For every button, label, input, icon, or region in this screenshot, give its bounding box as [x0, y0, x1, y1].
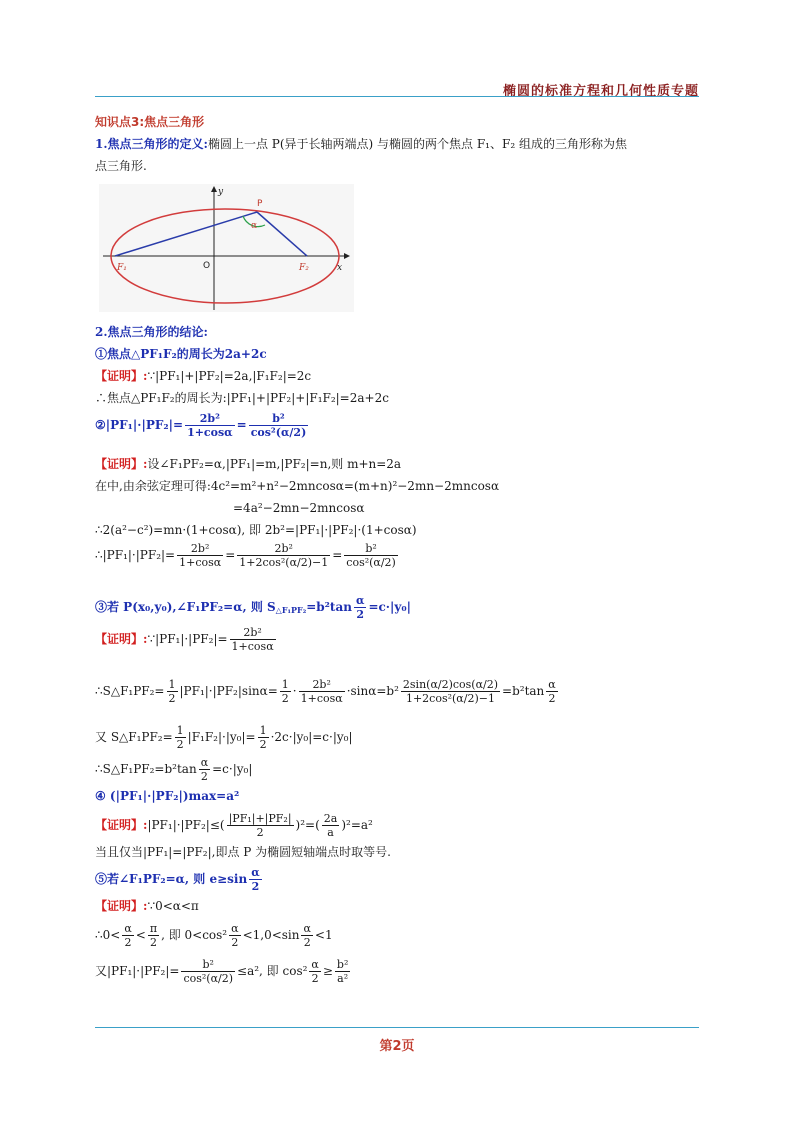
- proof-2-line-2: 在中,由余弦定理可得:4c²=m²+n²−2mncosα=(m+n)²−2mn−2mncosα: [95, 479, 500, 493]
- definition-line-2: 点三角形.: [95, 159, 147, 173]
- conclusion-1: ①焦点△PF₁F₂的周长为2a+2c: [95, 347, 267, 361]
- focus-f1-label: F₁: [117, 263, 127, 273]
- fraction: $\frac{\alpha}{2}$: [303, 922, 311, 949]
- fraction: $\frac{\text{2b²}}{1+\cos\alpha}$: [300, 678, 343, 705]
- proof-4-line-1: 【证明】:|PF₁|·|PF₂|≤( $\frac{\text{|PF₁|+|PF₂|}}{2}$ )²=( $\frac{2a}{a}$ )²=a²: [95, 812, 373, 839]
- origin-label: O: [203, 261, 211, 271]
- fraction: $\frac{\text{2b²}}{1+\cos\alpha}$: [231, 626, 274, 653]
- header-title: 椭圆的标准方程和几何性质专题: [502, 84, 699, 99]
- page-number: 第2页: [379, 1039, 415, 1054]
- fraction: $\frac{\text{b²}}{\text{cos²(α/2)}}$: [250, 412, 307, 439]
- proof-4-line-2: 当且仅当|PF₁|=|PF₂|,即点 P 为椭圆短轴端点时取等号.: [95, 845, 391, 859]
- fraction: $\frac{\pi}{2}$: [149, 922, 158, 949]
- conclusion-3-text: ③若 P(x₀,y₀),∠F₁PF₂=α, 则 S: [95, 600, 276, 614]
- header-divider: [95, 96, 699, 97]
- proof-5-text-2: ∴0<: [95, 928, 121, 942]
- proof-4-text-1: |PF₁|·|PF₂|≤: [147, 818, 220, 832]
- proof-5-text-3: 又|PF₁|·|PF₂|=: [95, 964, 180, 978]
- proof-5-text-1: ∵0<α<π: [147, 899, 199, 913]
- y-axis-arrow: [211, 186, 217, 192]
- proof-label: 【证明】:: [95, 632, 148, 646]
- proof-1-line-1: [95, 366, 311, 386]
- proof-5-line-1: [95, 896, 199, 916]
- angle-alpha-label: α: [251, 221, 258, 231]
- conclusion-heading: 2.焦点三角形的结论:: [95, 325, 208, 339]
- proof-label: 【证明】:: [95, 818, 148, 832]
- proof-2-line-1: [95, 454, 401, 474]
- point-p-label: P: [257, 199, 263, 209]
- ellipse-figure: [99, 184, 354, 312]
- fraction: $\frac{\text{2b²}}{\text{1+2cos²(α/2)−1}}$: [239, 542, 329, 569]
- fraction: $\frac{\text{2b²}}{1+\cos\alpha}$: [179, 542, 222, 569]
- focus-f2-label: F₂: [299, 263, 309, 273]
- conclusion-2: ②|PF₁|·|PF₂|= $\frac{\text{2b²}}{1+\cos\alpha}$ = $\frac{\text{b²}}{\text{cos²(α/2)}}$: [95, 412, 307, 439]
- proof-5-line-2: ∴0< $\frac{\alpha}{2}$ < $\frac{\pi}{2}$ , 即 0<cos² $\frac{\alpha}{2}$ <1,0<sin $\frac{\alpha}{2}$ <1: [95, 922, 333, 949]
- conclusion-3-tail: =c·|y₀|: [368, 600, 411, 614]
- x-axis-label: x: [337, 263, 343, 273]
- conclusion-2-lhs: ②|PF₁|·|PF₂|=: [95, 418, 184, 432]
- ellipse-diagram: [99, 184, 354, 312]
- proof-3-line-1: [95, 626, 278, 653]
- proof-3-text-3: 又 S△F₁PF₂=: [95, 730, 173, 744]
- proof-3-text-1: ∵|PF₁|·|PF₂|=: [147, 632, 228, 646]
- proof-3-line-2: ∴S△F₁PF₂= $\frac{1}{2}$ |PF₁|·|PF₂|sinα= $\frac{1}{2}$ · $\frac{\text{2b²}}{1+\cos\alpha}$ ·sinα=b² $\frac{2\sin(\alpha/2)\cos(\alpha/2)}{\text{1+2cos²(α/2)−1}}$ =b²tan $\frac{\alpha}{2}$: [95, 678, 556, 705]
- proof-label: 【证明】:: [95, 457, 148, 471]
- proof-5-line-3: 又|PF₁|·|PF₂|= $\frac{\text{b²}}{\text{cos²(α/2)}}$ ≤a², 即 cos² $\frac{\alpha}{2}$ ≥ $\frac{\text{b²}}{\text{a²}}$: [95, 958, 349, 985]
- proof-2-text-5: ∴|PF₁|·|PF₂|=: [95, 548, 176, 562]
- fraction: $\frac{1}{2}$: [281, 678, 289, 705]
- fraction: $\frac{\alpha}{2}$: [251, 866, 260, 893]
- proof-2-line-5: ∴|PF₁|·|PF₂|= $\frac{\text{2b²}}{1+\cos\alpha}$ = $\frac{\text{2b²}}{\text{1+2cos²(α/2)−1}}$ = $\frac{\text{b²}}{\text{cos²(α/2)}}$: [95, 542, 396, 569]
- fraction: $\frac{2\sin(\alpha/2)\cos(\alpha/2)}{\text{1+2cos²(α/2)−1}}$: [402, 678, 499, 705]
- x-axis-arrow: [344, 253, 350, 259]
- fraction: $\frac{\alpha}{2}$: [200, 756, 209, 783]
- fraction: $\frac{2a}{a}$: [323, 812, 338, 839]
- proof-3-text-2: ∴S△F₁PF₂=: [95, 684, 165, 698]
- segment-pf2: [257, 212, 307, 256]
- fraction: $\frac{\alpha}{2}$: [124, 922, 132, 949]
- fraction: $\frac{\text{b²}}{\text{a²}}$: [336, 958, 349, 985]
- definition-line-1: [95, 134, 627, 154]
- definition-heading: 1.焦点三角形的定义:: [95, 137, 208, 151]
- proof-1-text-1: ∵|PF₁|+|PF₂|=2a,|F₁F₂|=2c: [147, 369, 312, 383]
- proof-2-text-1: 设∠F₁PF₂=α,|PF₁|=m,|PF₂|=n,则 m+n=2a: [147, 457, 402, 471]
- y-axis-label: y: [218, 187, 224, 197]
- proof-label: 【证明】:: [95, 369, 148, 383]
- proof-label: 【证明】:: [95, 899, 148, 913]
- section-title: 知识点3:焦点三角形: [95, 115, 205, 129]
- fraction: $\frac{\alpha}{2}$: [231, 922, 239, 949]
- fraction: $\frac{1}{2}$: [259, 724, 267, 751]
- fraction: $\frac{\alpha}{2}$: [548, 678, 556, 705]
- fraction: $\frac{\text{2b²}}{1+\cos\alpha}$: [187, 412, 233, 439]
- footer-divider: [95, 1027, 699, 1028]
- fraction: $\frac{\text{b²}}{\text{cos²(α/2)}}$: [346, 542, 396, 569]
- proof-2-line-4: ∴2(a²−c²)=mn·(1+cosα), 即 2b²=|PF₁|·|PF₂|·(1+cosα): [95, 523, 417, 537]
- proof-3-line-3: 又 S△F₁PF₂= $\frac{1}{2}$ |F₁F₂|·|y₀|= $\frac{1}{2}$ ·2c·|y₀|=c·|y₀|: [95, 724, 353, 751]
- proof-1-line-2: ∴焦点△PF₁F₂的周长为:|PF₁|+|PF₂|+|F₁F₂|=2a+2c: [95, 391, 389, 405]
- fraction: $\frac{1}{2}$: [176, 724, 184, 751]
- fraction: $\frac{1}{2}$: [168, 678, 176, 705]
- conclusion-3: ③若 P(x₀,y₀),∠F₁PF₂=α, 则 $S_{\triangle F_1PF_2}=b^2\tan$ $\frac{\alpha}{2}$ =c·|y₀|: [95, 594, 411, 621]
- fraction: $\frac{\alpha}{2}$: [355, 594, 365, 621]
- fraction: $\frac{\alpha}{2}$: [311, 958, 319, 985]
- fraction: $\frac{\text{b²}}{\text{cos²(α/2)}}$: [183, 958, 234, 985]
- segment-pf1: [115, 212, 257, 256]
- conclusion-5-text: ⑤若∠F₁PF₂=α, 则 e≥sin: [95, 872, 248, 886]
- proof-3-text-4: ∴S△F₁PF₂=b²tan: [95, 762, 197, 776]
- conclusion-5: [95, 866, 264, 893]
- definition-body-1: 椭圆上一点 P(异于长轴两端点) 与椭圆的两个焦点 F₁、F₂ 组成的三角形称为焦: [207, 137, 627, 151]
- fraction: $\frac{\text{|PF₁|+|PF₂|}}{2}$: [228, 812, 292, 839]
- proof-3-line-4: ∴S△F₁PF₂=b²tan $\frac{\alpha}{2}$ =c·|y₀|: [95, 756, 253, 783]
- proof-2-line-3: =4a²−2mn−2mncosα: [233, 501, 365, 515]
- conclusion-4: ④ (|PF₁|·|PF₂|)max=a²: [95, 789, 240, 803]
